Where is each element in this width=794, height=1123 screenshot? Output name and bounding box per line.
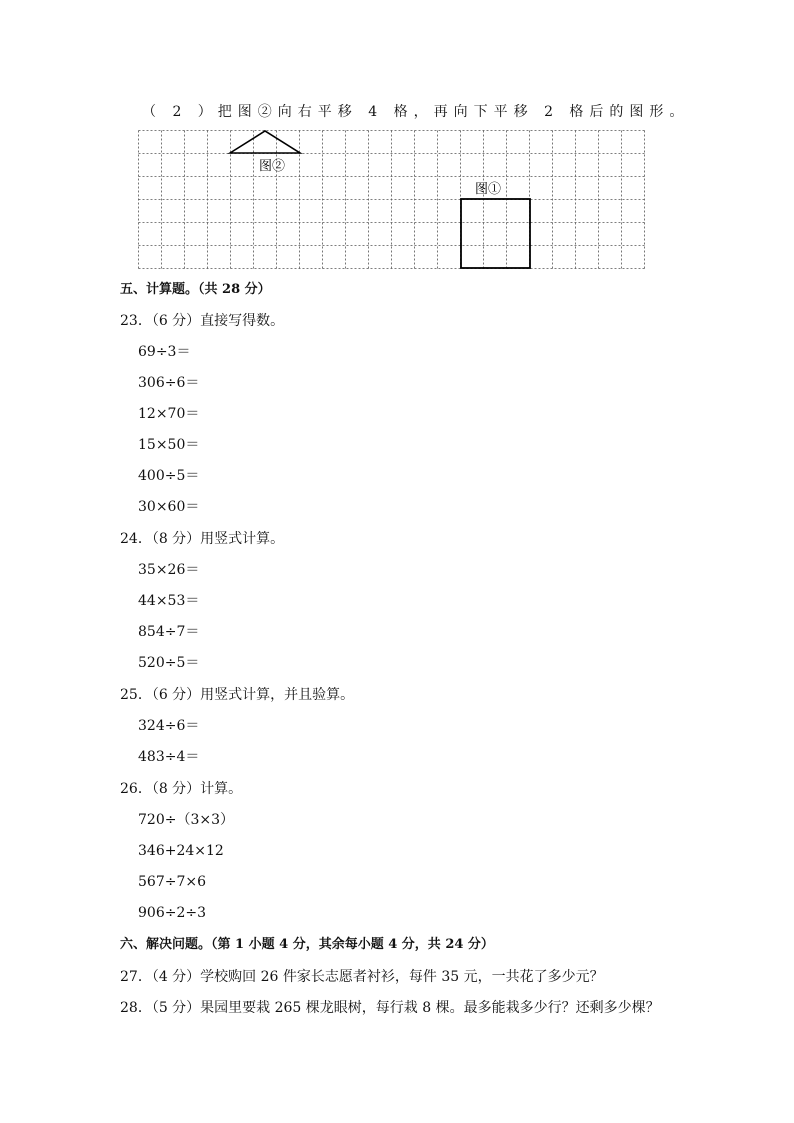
q24-item-4: 520÷5＝ [138,655,200,671]
q23-item-3: 12×70＝ [138,406,200,422]
q26-item-1: 720÷（3×3） [138,812,234,828]
q26-item-2: 346+24×12 [138,843,224,859]
translation-grid [138,130,648,272]
section6-title: 六、解决问题。（第 1 小题 4 分，其余每小题 4 分，共 24 分） [120,937,494,952]
figure-1-square [461,199,530,268]
q23-title: 23．（6 分）直接写得数。 [120,313,285,329]
q23-item-5: 400÷5＝ [138,468,200,484]
q24-item-2: 44×53＝ [138,593,200,609]
figure-1-label: 图① [475,182,502,197]
q23-item-2: 306÷6＝ [138,375,200,391]
grid-lines [139,131,645,269]
q23-item-6: 30×60＝ [138,499,200,515]
figure-2-label: 图② [259,159,286,174]
q23-item-1: 69÷3＝ [138,344,191,360]
q26-item-4: 906÷2÷3 [138,905,206,921]
q25-title: 25．（6 分）用竖式计算，并且验算。 [120,687,355,703]
q26-title: 26．（8 分）计算。 [120,781,243,797]
q26-item-3: 567÷7×6 [138,874,206,890]
q24-item-3: 854÷7＝ [138,624,200,640]
q23-item-4: 15×50＝ [138,437,200,453]
q27-text: 27．（4 分）学校购回 26 件家长志愿者衬衫，每件 35 元，一共花了多少元？ [120,969,604,985]
section5-title: 五、计算题。（共 28 分） [120,282,271,297]
q28-text: 28．（5 分）果园里要栽 265 棵龙眼树，每行栽 8 棵。最多能栽多少行？还剩多少棵？ [120,1000,660,1016]
q25-item-2: 483÷4＝ [138,749,200,765]
q25-item-1: 324÷6＝ [138,718,200,734]
q2-instruction: （ 2 ）把图②向右平移 4 格，再向下平移 2 格后的图形。 [142,104,690,120]
q24-item-1: 35×26＝ [138,562,200,578]
q24-title: 24．（8 分）用竖式计算。 [120,531,285,547]
figure-2-triangle [230,131,300,153]
